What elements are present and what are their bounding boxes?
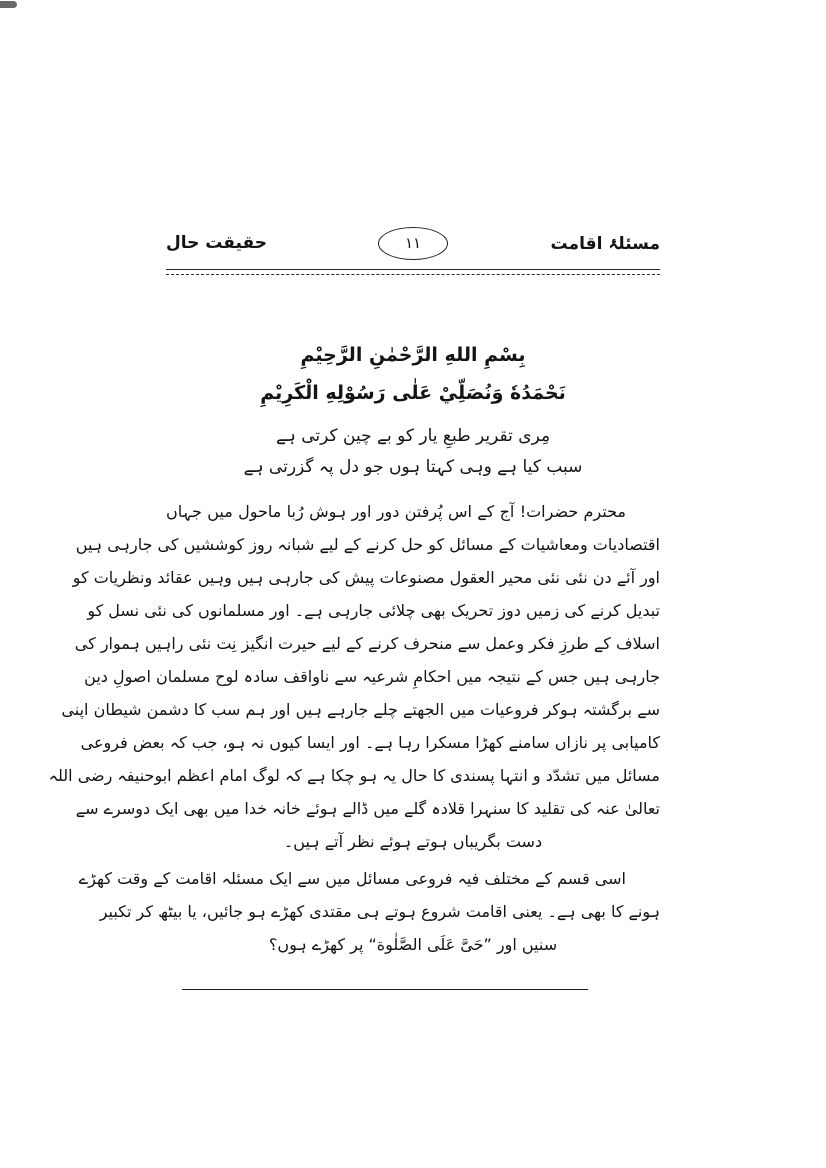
hamd-line: نَحْمَدُهٗ وَنُصَلِّيْ عَلٰی رَسُوْلِهِ الْکَرِيْمِ bbox=[260, 382, 566, 404]
text-line: اور آئے دن نئی نئی محیر العقول مصنوعات پیش کی جارہی ہیں وہیں عقائد ونظریات کو bbox=[72, 568, 660, 587]
text-line: تبدیل کرنے کی زمیں دوز تحریک بھی چلائی جارہی ہے۔ اور مسلمانوں کی نئی نسل کو bbox=[87, 601, 660, 620]
bismillah-line: بِسْمِ اللهِ الرَّحْمٰنِ الرَّحِيْمِ bbox=[300, 344, 526, 366]
text-line: اقتصادیات ومعاشیات کے مسائل کو حل کرنے کے لیے شبانہ روز کوششیں کی جارہی ہیں bbox=[75, 535, 660, 554]
footnote-rule bbox=[182, 989, 588, 990]
paragraph-2 bbox=[78, 862, 660, 961]
text-line: مسائل میں تشدّد و انتہا پسندی کا حال یہ ہو چکا ہے کہ لوگ امام اعظم ابوحنیفہ رضی اللہ bbox=[48, 766, 660, 785]
text-line: سنیں اور ”حَیَّ عَلَی الصَّلٰوة“ پر کھڑے ہوں؟ bbox=[268, 935, 558, 954]
header-rule bbox=[166, 269, 660, 275]
paragraph-1 bbox=[48, 495, 660, 858]
text-line: جارہی ہیں جس کے نتیجہ میں احکامِ شرعیہ سے ناواقف سادہ لوح مسلمان اصولِ دین bbox=[84, 667, 660, 686]
page-header bbox=[166, 224, 660, 262]
text-line: اسلاف کے طرزِ فکر وعمل سے منحرف کرنے کے لیے حیرت انگیز نِت نئی راہیں ہموار کی bbox=[74, 634, 660, 653]
header-title-left: حقیقت حال bbox=[166, 233, 267, 253]
text-line: محترم حضرات! آج کے اس پُرفتن دور اور ہوش رُبا ماحول میں جہاں bbox=[166, 502, 626, 521]
text-line: تعالیٰ عنہ کی تقلید کا سنہرا قلادہ گلے میں ڈالے ہوئے خانہ خدا میں بھی ایک دوسرے سے bbox=[75, 799, 660, 818]
text-line: دست بگریباں ہوتے ہوئے نظر آتے ہیں۔ bbox=[283, 832, 543, 851]
scan-artifact-mark bbox=[0, 1, 17, 8]
page-number: ۱۱ bbox=[404, 234, 422, 252]
text-line: ہونے کا بھی ہے۔ یعنی اقامت شروع ہوتے ہی مقتدی کھڑے ہو جائیں، یا بیٹھ کر تکبیر bbox=[99, 902, 660, 921]
text-line: اسی قسم کے مختلف فیہ فروعی مسائل میں سے ایک مسئلہ اقامت کے وقت کھڑے bbox=[78, 869, 626, 888]
page-number-oval bbox=[378, 227, 448, 260]
header-title-right: مسئلۂ اقامت bbox=[550, 233, 660, 254]
text-line: سے برگشتہ ہوکر فروعیات میں الجھتے چلے جارہے ہیں اور ہم سب کا دشمن شیطان اپنی bbox=[61, 700, 660, 719]
text-line: کامیابی پر نازاں سامنے کھڑا مسکرا رہا ہے۔ اور ایسا کیوں نہ ہو، جب کہ بعض فروعی bbox=[80, 733, 660, 752]
couplet-line-2: سبب کیا ہے وہی کہتا ہوں جو دل پہ گزرتی ہے bbox=[243, 457, 583, 477]
page-content bbox=[48, 0, 660, 990]
couplet-line-1: مِری تقریر طبعِ یار کو بے چین کرتی ہے bbox=[275, 426, 551, 446]
